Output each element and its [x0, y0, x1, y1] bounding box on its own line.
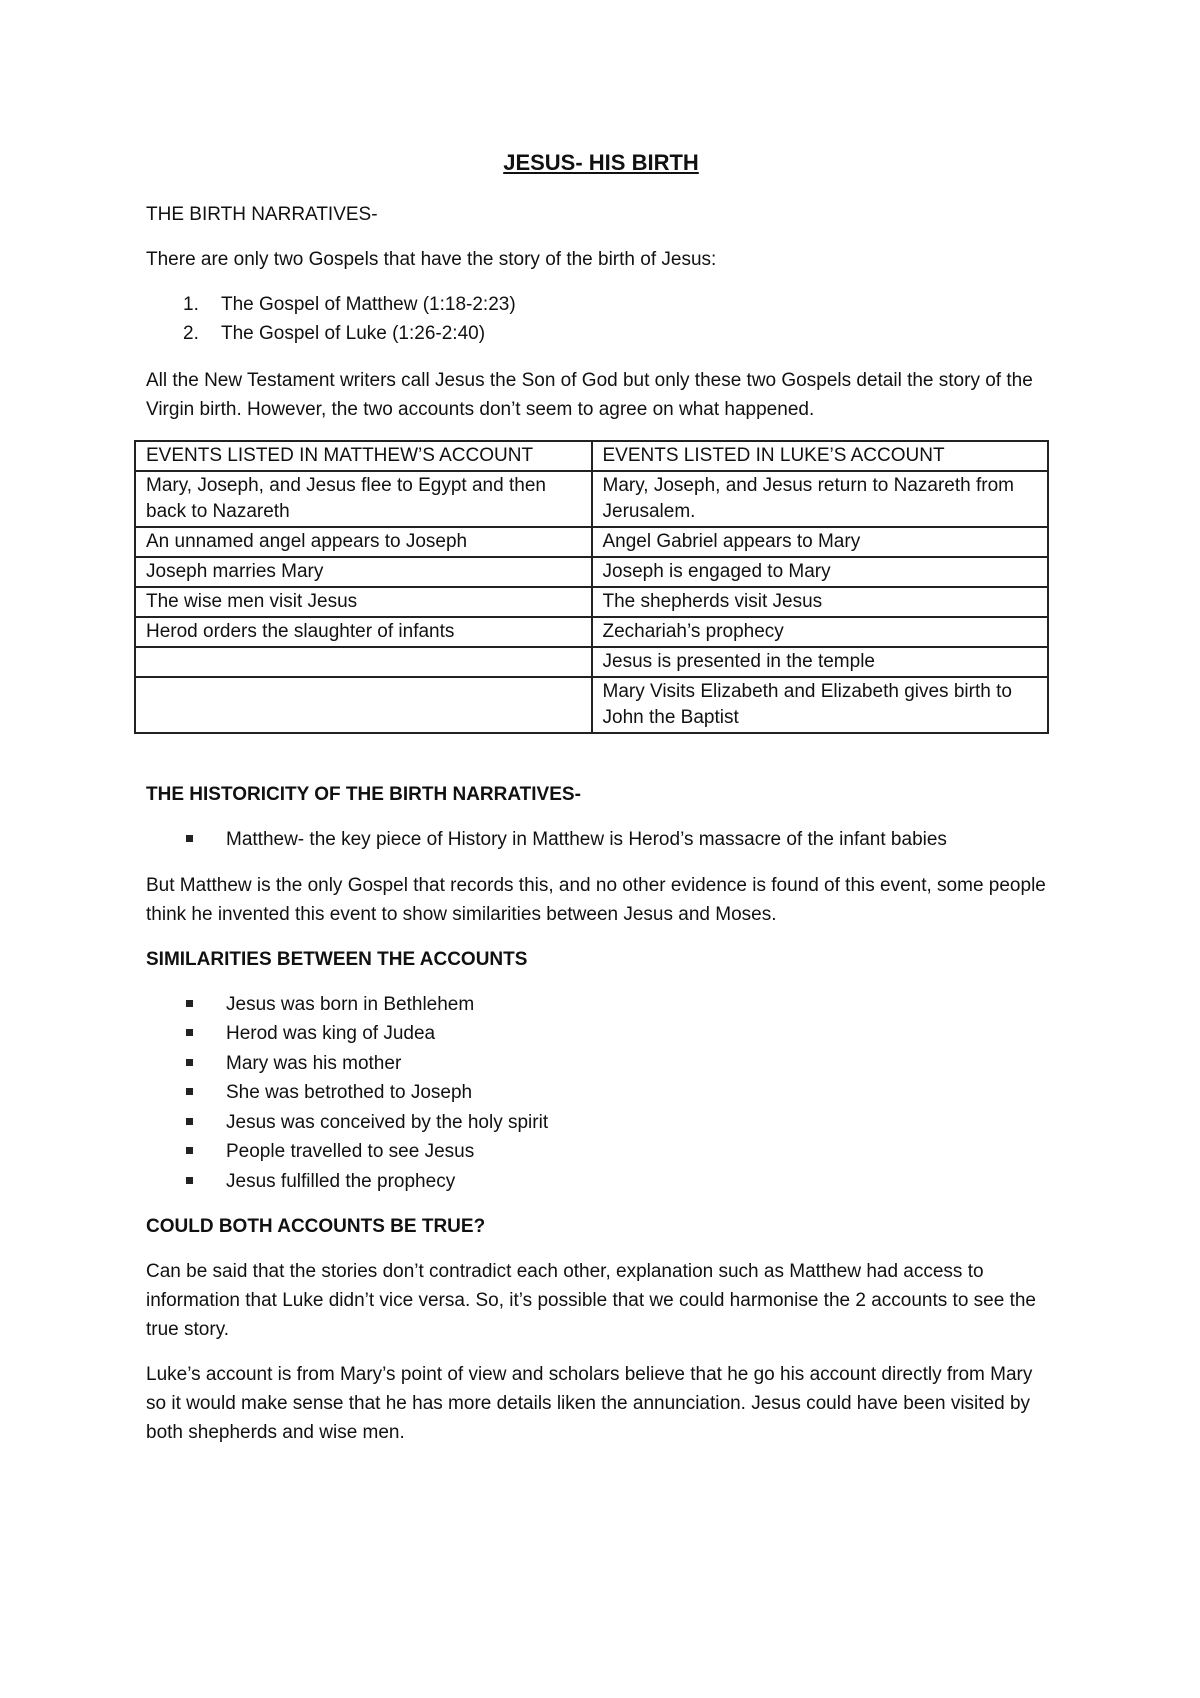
- list-item: [146, 319, 1056, 348]
- cell-luke: Zechariah’s prophecy: [592, 617, 1049, 647]
- list-item: [146, 1137, 1056, 1167]
- table-row: [135, 471, 1048, 527]
- bullet-text: Jesus fulfilled the prophecy: [226, 1170, 456, 1192]
- cell-matthew: Herod orders the slaughter of infants: [135, 617, 592, 647]
- table-row: [135, 527, 1048, 557]
- cell-luke: Joseph is engaged to Mary: [592, 557, 1049, 587]
- table-row: [135, 557, 1048, 587]
- table-row: [135, 647, 1048, 677]
- bullet-text: Jesus was conceived by the holy spirit: [226, 1111, 549, 1133]
- paragraph-harmonise: Can be said that the stories don’t contradict each other, explanation such as Matthew had access to information that Luke didn’t vice versa. So, it’s possible that we could harmonise the 2 accounts to see the true story.: [146, 1261, 1036, 1340]
- cell-luke: The shepherds visit Jesus: [592, 587, 1049, 617]
- table-row: [135, 617, 1048, 647]
- paragraph-lukes-account: Luke’s account is from Mary’s point of view and scholars believe that he go his account directly from Mary so it would make sense that he has more details liken the annunciation. Jesus could have been visited by both shepherds and wise men.: [146, 1364, 1033, 1443]
- list-item: [146, 1078, 1056, 1108]
- list-number: 1.: [183, 294, 199, 315]
- table-row: [135, 677, 1048, 733]
- cell-luke: Jesus is presented in the temple: [592, 647, 1049, 677]
- events-table: [134, 440, 1049, 734]
- square-bullet-icon: [186, 1147, 193, 1154]
- paragraph-matthew-only: But Matthew is the only Gospel that records this, and no other evidence is found of this event, some people think he invented this event to show similarities between Jesus and Moses.: [146, 874, 1046, 925]
- heading-historicity: THE HISTORICITY OF THE BIRTH NARRATIVES-: [146, 784, 581, 805]
- list-item: [146, 290, 1056, 319]
- cell-matthew: The wise men visit Jesus: [135, 587, 592, 617]
- bullet-text: Mary was his mother: [226, 1052, 402, 1074]
- square-bullet-icon: [186, 1000, 193, 1007]
- header-matthew: EVENTS LISTED IN MATTHEW’S ACCOUNT: [135, 441, 592, 471]
- cell-luke: Mary Visits Elizabeth and Elizabeth gives birth to John the Baptist: [592, 677, 1049, 733]
- heading-both-true: COULD BOTH ACCOUNTS BE TRUE?: [146, 1216, 486, 1237]
- intro-paragraph: There are only two Gospels that have the story of the birth of Jesus:: [146, 249, 717, 270]
- list-item: [146, 1019, 1056, 1049]
- historicity-bullets: [146, 825, 1056, 855]
- list-item: [146, 1167, 1056, 1197]
- list-item: [146, 1108, 1056, 1138]
- list-number: 2.: [183, 323, 199, 344]
- square-bullet-icon: [186, 1088, 193, 1095]
- bullet-text: Herod was king of Judea: [226, 1023, 436, 1044]
- document-title: JESUS- HIS BIRTH: [503, 150, 699, 175]
- paragraph-new-testament: All the New Testament writers call Jesus the Son of God but only these two Gospels detail the story of the Virgin birth. However, the two accounts don’t seem to agree on what happened.: [146, 370, 1033, 420]
- list-item: [146, 1049, 1056, 1079]
- document-body: [146, 148, 1056, 1463]
- cell-matthew-empty: [135, 647, 592, 677]
- square-bullet-icon: [186, 835, 193, 842]
- similarities-list: [146, 990, 1056, 1197]
- header-luke: EVENTS LISTED IN LUKE’S ACCOUNT: [592, 441, 1049, 471]
- heading-similarities: SIMILARITIES BETWEEN THE ACCOUNTS: [146, 948, 528, 970]
- cell-matthew: Joseph marries Mary: [135, 557, 592, 587]
- square-bullet-icon: [186, 1059, 193, 1066]
- table-row: [135, 587, 1048, 617]
- list-text: The Gospel of Luke (1:26-2:40): [221, 323, 486, 344]
- square-bullet-icon: [186, 1029, 193, 1036]
- table-header-row: [135, 441, 1048, 471]
- cell-matthew-empty: [135, 677, 592, 733]
- bullet-text: Matthew- the key piece of History in Matthew is Herod’s massacre of the infant babies: [226, 829, 947, 850]
- cell-matthew: Mary, Joseph, and Jesus flee to Egypt and then back to Nazareth: [135, 471, 592, 527]
- cell-matthew: An unnamed angel appears to Joseph: [135, 527, 592, 557]
- cell-luke: Mary, Joseph, and Jesus return to Nazareth from Jerusalem.: [592, 471, 1049, 527]
- square-bullet-icon: [186, 1177, 193, 1184]
- gospel-list: [146, 290, 1056, 348]
- list-item: [146, 825, 1056, 855]
- square-bullet-icon: [186, 1118, 193, 1125]
- bullet-text: People travelled to see Jesus: [226, 1141, 475, 1162]
- list-text: The Gospel of Matthew (1:18-2:23): [221, 294, 516, 315]
- list-item: [146, 990, 1056, 1020]
- bullet-text: Jesus was born in Bethlehem: [226, 993, 475, 1015]
- section-label-birth-narratives: THE BIRTH NARRATIVES-: [146, 204, 378, 225]
- bullet-text: She was betrothed to Joseph: [226, 1082, 473, 1103]
- cell-luke: Angel Gabriel appears to Mary: [592, 527, 1049, 557]
